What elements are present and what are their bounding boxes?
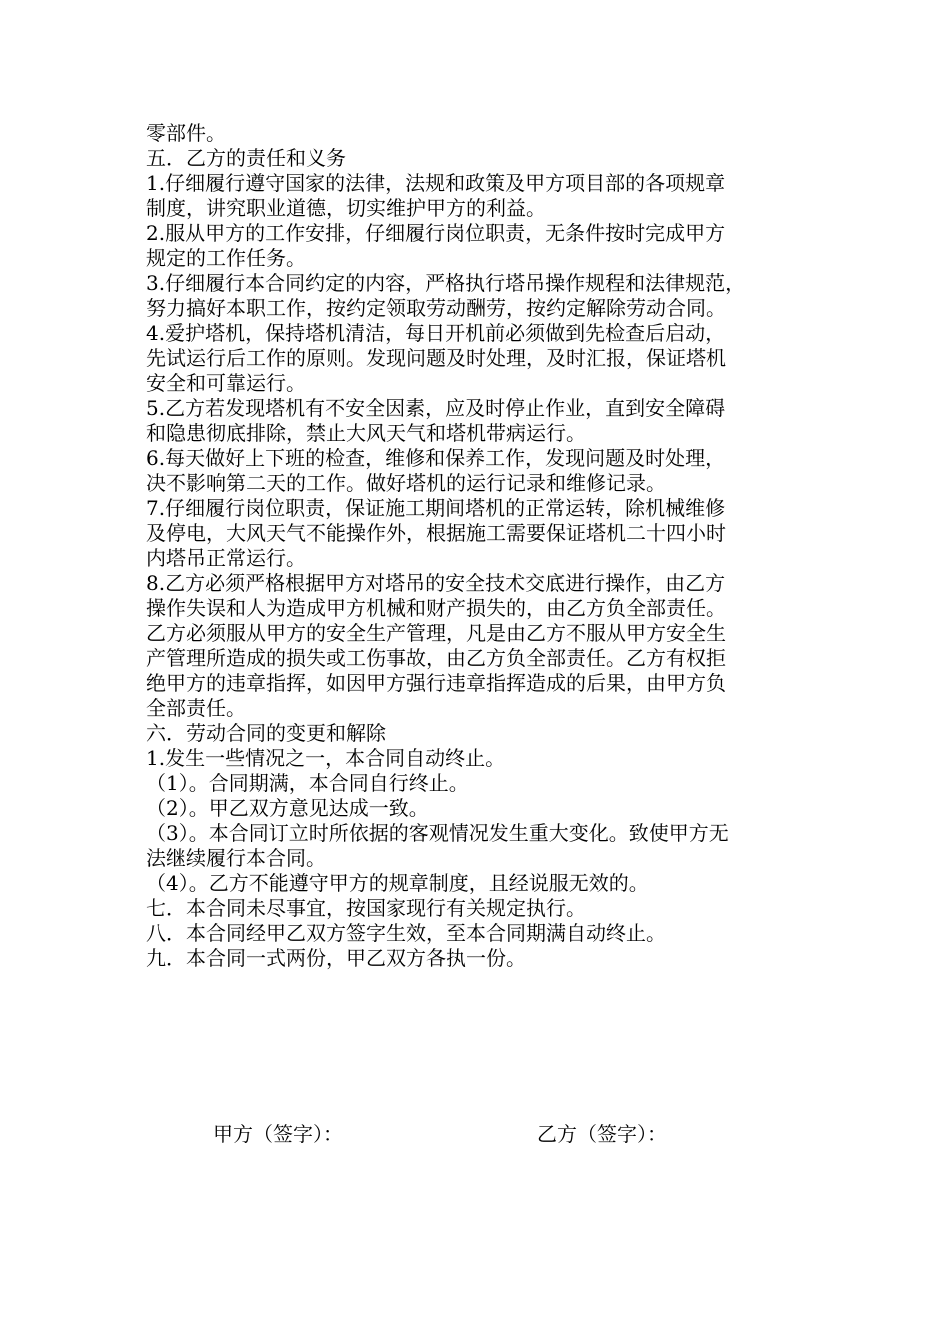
- text-line: 努力搞好本职工作，按约定领取劳动酬劳，按约定解除劳动合同。: [146, 296, 726, 320]
- section-heading: 八．本合同经甲乙双方签字生效，至本合同期满自动终止。: [146, 921, 666, 945]
- text-line: 法继续履行本合同。: [146, 846, 326, 870]
- text-line: 1.发生一些情况之一，本合同自动终止。: [146, 746, 506, 770]
- text-line: 决不影响第二天的工作。做好塔机的运行记录和维修记录。: [146, 471, 666, 495]
- section-heading: 六．劳动合同的变更和解除: [146, 721, 386, 745]
- text-line: 2.服从甲方的工作安排，仔细履行岗位职责，无条件按时完成甲方: [146, 221, 726, 245]
- text-line: 7.仔细履行岗位职责，保证施工期间塔机的正常运转，除机械维修: [146, 496, 726, 520]
- text-line: 先试运行后工作的原则。发现问题及时处理，及时汇报，保证塔机: [146, 346, 726, 370]
- text-line: 3.仔细履行本合同约定的内容，严格执行塔吊操作规程和法律规范，: [146, 271, 746, 295]
- text-line: （4）。乙方不能遵守甲方的规章制度，且经说服无效的。: [146, 871, 649, 895]
- text-line: 全部责任。: [146, 696, 246, 720]
- text-line: 1.仔细履行遵守国家的法律，法规和政策及甲方项目部的各项规章: [146, 171, 726, 195]
- text-line: 6.每天做好上下班的检查，维修和保养工作，发现问题及时处理，: [146, 446, 726, 470]
- text-line: 8.乙方必须严格根据甲方对塔吊的安全技术交底进行操作，由乙方: [146, 571, 726, 595]
- text-line: 内塔吊正常运行。: [146, 546, 306, 570]
- text-line: 零部件。: [146, 121, 226, 145]
- party-a-signature-label: 甲方（签字）：: [213, 1122, 343, 1146]
- section-heading: 九．本合同一式两份，甲乙双方各执一份。: [146, 946, 526, 970]
- text-line: 制度，讲究职业道德，切实维护甲方的利益。: [146, 196, 546, 220]
- contract-body: [146, 121, 826, 971]
- text-line: 产管理所造成的损失或工伤事故，由乙方负全部责任。乙方有权拒: [146, 646, 726, 670]
- text-line: 4.爱护塔机，保持塔机清洁，每日开机前必须做到先检查后启动，: [146, 321, 726, 345]
- text-line: 乙方必须服从甲方的安全生产管理，凡是由乙方不服从甲方安全生: [146, 621, 726, 645]
- text-line: 绝甲方的违章指挥，如因甲方强行违章指挥造成的后果，由甲方负: [146, 671, 726, 695]
- text-line: 5.乙方若发现塔机有不安全因素，应及时停止作业，直到安全障碍: [146, 396, 726, 420]
- section-heading: 五．乙方的责任和义务: [146, 146, 346, 170]
- text-line: 安全和可靠运行。: [146, 371, 306, 395]
- text-line: 和隐患彻底排除，禁止大风天气和塔机带病运行。: [146, 421, 586, 445]
- text-line: （3）。本合同订立时所依据的客观情况发生重大变化。致使甲方无: [146, 821, 729, 845]
- text-line: 及停电，大风天气不能操作外，根据施工需要保证塔机二十四小时: [146, 521, 726, 545]
- text-line: （2）。甲乙双方意见达成一致。: [146, 796, 429, 820]
- section-heading: 七．本合同未尽事宜，按国家现行有关规定执行。: [146, 896, 586, 920]
- party-b-signature-label: 乙方（签字）：: [537, 1122, 667, 1146]
- text-line: 操作失误和人为造成甲方机械和财产损失的，由乙方负全部责任。: [146, 596, 726, 620]
- text-line: （1）。合同期满，本合同自行终止。: [146, 771, 469, 795]
- text-line: 规定的工作任务。: [146, 246, 306, 270]
